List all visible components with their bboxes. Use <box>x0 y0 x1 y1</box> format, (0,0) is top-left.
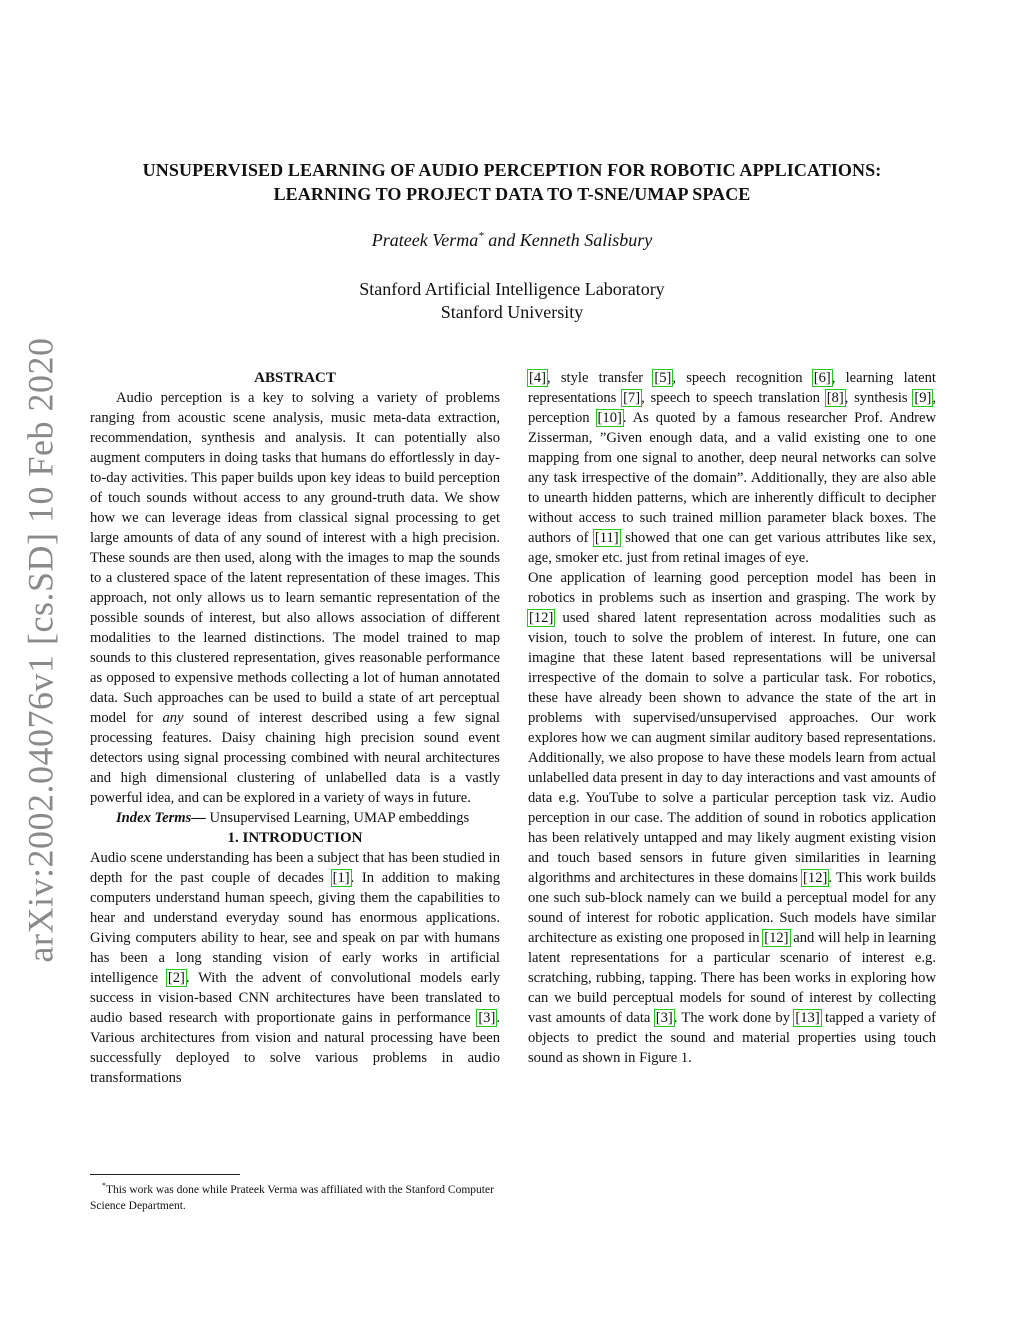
introduction-heading: 1. INTRODUCTION <box>227 830 363 846</box>
index-terms-label: Index Terms— <box>116 810 206 826</box>
citation-link[interactable]: [7] <box>623 390 641 406</box>
abstract-emphasis: any <box>162 710 184 726</box>
abstract-heading: ABSTRACT <box>254 370 336 386</box>
authors <box>80 230 944 251</box>
intro-text: , synthesis <box>844 390 908 406</box>
intro-text: and will help in learning latent representations for a particular scenario of interest e.g. scratching, rubbing, tapping. There has been works in exploring how can we build perceptual models for sound of interest by collecting vast amounts of data <box>528 930 936 1026</box>
abstract-text-2: sound of interest described using a few signal processing features. Daisy chaining high precision sound event detectors using signal processing combined with neural architectures and high dimensional clustering of unlabelled data is a vastly powerful idea, and can be explored in a variety of ways in future. <box>90 710 500 806</box>
intro-text: , perception <box>528 390 937 426</box>
intro-text: . Various architectures from vision and natural processing have been successfully deployed to solve various problems in audio transformations <box>90 1010 500 1086</box>
title-line-2: LEARNING TO PROJECT DATA TO T-SNE/UMAP SPACE <box>273 184 751 204</box>
citation-link[interactable]: [6] <box>813 370 831 386</box>
citation-link[interactable]: [2] <box>167 970 185 986</box>
citation-link[interactable]: [3] <box>655 1010 673 1026</box>
intro-text: , learning latent representations <box>528 370 936 406</box>
footnote <box>90 1178 500 1214</box>
intro-paragraph-2 <box>528 568 936 1068</box>
intro-text: . In addition to making computers understand human speech, giving them the capabilities to hear and understand everyday sound has enormous applications. Giving computers ability to hear, see and speak on par with humans has been a long standing vision of early works in artificial intelligence <box>90 870 500 986</box>
intro-paragraph-1b <box>528 368 936 568</box>
paper-title <box>80 158 944 206</box>
abstract-body <box>90 388 500 808</box>
intro-text: showed that one can get various attributes like sex, age, smoker etc. just from retinal images of eye. <box>528 530 936 566</box>
footnote-mark: * <box>102 1181 106 1190</box>
citation-link[interactable]: [4] <box>529 370 547 386</box>
intro-paragraph-1a <box>90 848 500 1088</box>
author-rest: and Kenneth Salisbury <box>488 230 653 250</box>
citation-link[interactable]: [5] <box>654 370 672 386</box>
citation-link[interactable]: [9] <box>914 390 932 406</box>
citation-link[interactable]: [13] <box>795 1010 820 1026</box>
footnote-rule <box>90 1174 240 1175</box>
left-column <box>90 368 500 1088</box>
citation-link[interactable]: [12] <box>803 870 828 886</box>
intro-text: tapped a variety of objects to predict the sound and material properties using touch sound as shown in Figure 1. <box>528 1010 937 1066</box>
citation-link[interactable]: [12] <box>764 930 789 946</box>
right-column <box>528 368 936 1068</box>
arxiv-identifier-text: arXiv:2002.04076v1 [cs.SD] 10 Feb 2020 <box>20 337 61 963</box>
author-footnote-mark: * <box>478 230 484 242</box>
citation-link[interactable]: [12] <box>529 610 554 626</box>
intro-text: , speech recognition <box>672 370 803 386</box>
intro-text: . As quoted by a famous researcher Prof. Andrew Zisserman, ”Given enough data, and a valid existing one to one mapping from one signal to another, deep neural networks can solve any task irrespective of the domain”. Additionally, they are also able to unearth hidden patterns, which are inherently difficult to decipher without access to such trained million parameter black boxes. The authors of <box>528 410 936 546</box>
intro-text: . This work builds one such sub-block namely can we build a perceptual model for any sound of interest for robotic application. Such models have similar architecture as existing one proposed in <box>528 870 936 946</box>
affiliation <box>80 278 944 324</box>
intro-text: Audio scene understanding has been a subject that has been studied in depth for the past couple of decades <box>90 850 500 886</box>
index-terms <box>90 808 500 828</box>
abstract-text-1: Audio perception is a key to solving a variety of problems ranging from acoustic scene analysis, music meta-data extraction, recommendation, synthesis and analysis. It can potentially also augment computers in doing tasks that humans do effortlessly in day-to-day activities. This paper builds upon key ideas to build perception of touch sounds without access to any ground-truth data. We show how we can leverage ideas from classical signal processing to get large amounts of data of any sound of interest with a high precision. These sounds are then used, along with the images to map the sounds to a clustered space of the latent representation of these images. This approach, not only allows us to learn semantic representation of the possible sounds of interest, but also allows association of different modalities to the learned distinctions. The model trained to map sounds to this clustered representation, gives reasonable performance as opposed to expensive methods collecting a lot of human annotated data. Such approaches can be used to build a state of art perceptual model for <box>90 390 500 726</box>
citation-link[interactable]: [3] <box>478 1010 496 1026</box>
title-line-1: UNSUPERVISED LEARNING OF AUDIO PERCEPTION FOR ROBOTIC APPLICATIONS: <box>142 160 882 180</box>
intro-text: One application of learning good perception model has been in robotics in problems such as insertion and grasping. The work by <box>528 570 936 606</box>
citation-link[interactable]: [10] <box>597 410 622 426</box>
intro-text: , speech to speech translation <box>641 390 820 406</box>
intro-text: , style transfer <box>547 370 644 386</box>
arxiv-identifier <box>0 337 80 963</box>
affiliation-lab: Stanford Artificial Intelligence Laboratory <box>359 279 665 299</box>
intro-text: . With the advent of convolutional models early success in vision-based CNN architectures have been translated to audio based research with proportionate gains in performance <box>90 970 500 1026</box>
citation-link[interactable]: [11] <box>594 530 619 546</box>
intro-text: used shared latent representation across modalities such as vision, touch to solve the problem of interest. In future, one can imagine that these latent based representations will be universal irrespective of the domain to solve a particular task. For robotics, these have already been shown to advance the state of the art in problems with supervised/unsupervised approaches. Our work explores how we can augment similar auditory based representations. Additionally, we also propose to have these models learn from actual unlabelled data present in day to day interactions and vast amounts of data e.g. YouTube to solve a particular perception task viz. Audio perception in our case. The addition of sound in robotics application has been relatively untapped and may likely augment existing vision and touch based sensors in future given similarities in learning algorithms and architectures in these domains <box>528 610 936 886</box>
intro-text: . The work done by <box>673 1010 791 1026</box>
author-first: Prateek Verma <box>371 230 479 250</box>
affiliation-university: Stanford University <box>440 302 584 322</box>
index-terms-text: Unsupervised Learning, UMAP embeddings <box>209 810 470 826</box>
citation-link[interactable]: [8] <box>826 390 844 406</box>
footnote-text: This work was done while Prateek Verma was affiliated with the Stanford Computer Science Department. <box>90 1183 494 1212</box>
citation-link[interactable]: [1] <box>332 870 350 886</box>
